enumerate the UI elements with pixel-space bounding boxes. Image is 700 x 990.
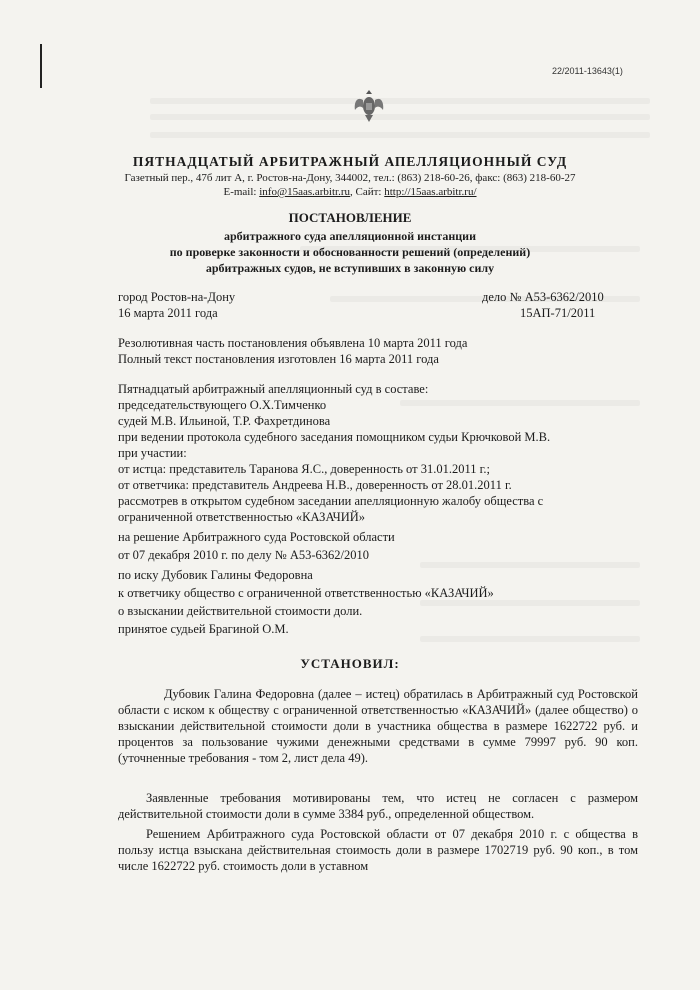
subtitle-line: арбитражных судов, не вступивших в законную силу <box>205 261 495 275</box>
eagle-emblem-icon <box>352 86 386 124</box>
scan-margin-mark <box>40 44 42 88</box>
composition-line: при участии: <box>118 446 187 460</box>
composition-line: председательствующего О.Х.Тимченко <box>118 398 327 412</box>
composition-line: судей М.В. Ильиной, Т.Р. Фахретдинова <box>118 414 331 428</box>
full-text-date: Полный текст постановления изготовлен 16 марта 2011 года <box>118 352 439 366</box>
email-label: E-mail: <box>223 186 260 198</box>
paragraph: Заявленные требования мотивированы тем, что истец не согласен с размером действительной стоимости доли в сумме 3384 руб., определенной обществом. <box>118 791 638 821</box>
place: город Ростов-на-Дону <box>118 290 236 304</box>
document-date: 16 марта 2011 года <box>118 306 218 320</box>
composition-line: на решение Арбитражного суда Ростовской области <box>118 530 395 544</box>
case-number: дело № А53-6362/2010 <box>482 290 604 304</box>
document-barcode-number: 22/2011-13643(1) <box>552 66 623 76</box>
composition-line: от 07 декабря 2010 г. по делу № А53-6362/2010 <box>118 548 370 562</box>
composition-line: принятое судьей Брагиной О.М. <box>118 622 289 636</box>
document-title: ПОСТАНОВЛЕНИЕ <box>288 210 412 225</box>
composition-line: от истца: представитель Таранова Я.С., доверенность от 31.01.2011 г.; <box>118 462 490 476</box>
court-contacts <box>0 186 700 198</box>
site-label: , Сайт: <box>350 186 385 198</box>
composition-line: о взыскании действительной стоимости доли. <box>118 604 363 618</box>
paragraph: Дубовик Галина Федоровна (далее – истец) обратилась в Арбитражный суд Ростовской области с иском к обществу с ограниченной ответственностью «КАЗАЧИЙ» (далее общество) о взыскании действительной стоимости доли в участника общества в размере 1622722 руб. и процентов за пользование чужими денежными средствами в сумме 79997 руб. 90 коп. (уточненные требования - том 2, лист дела 49). <box>118 687 638 765</box>
site-link[interactable]: http://15aas.arbitr.ru/ <box>384 186 477 198</box>
email-link[interactable]: info@15aas.arbitr.ru <box>259 186 351 198</box>
court-name: ПЯТНАДЦАТЫЙ АРБИТРАЖНЫЙ АПЕЛЛЯЦИОННЫЙ СУД <box>132 154 568 169</box>
composition-line: рассмотрев в открытом судебном заседании апелляционную жалобу общества с <box>118 494 544 508</box>
composition-line: к ответчику общество с ограниченной ответственностью «КАЗАЧИЙ» <box>118 586 494 600</box>
subtitle-line: по проверке законности и обоснованности решений (определений) <box>169 245 531 259</box>
composition-line: Пятнадцатый арбитражный апелляционный суд в составе: <box>118 382 429 396</box>
appeal-number: 15АП-71/2011 <box>520 306 596 320</box>
subtitle-line: арбитражного суда апелляционной инстанции <box>223 229 476 243</box>
paragraph: Решением Арбитражного суда Ростовской области от 07 декабря 2010 г. с общества в пользу истца взыскана действительная стоимость доли в размере 1702719 руб. 90 коп., в том числе 1622722 руб. стоимость доли в уставном <box>118 827 638 873</box>
composition-line: при ведении протокола судебного заседания помощником судьи Крючковой М.В. <box>118 430 551 444</box>
operative-part-date: Резолютивная часть постановления объявлена 10 марта 2011 года <box>118 336 468 350</box>
composition-line: ограниченной ответственностью «КАЗАЧИЙ» <box>118 510 365 524</box>
court-address: Газетный пер., 47б лит А, г. Ростов-на-Дону, 344002, тел.: (863) 218-60-26, факс: (863) 218-60-27 <box>124 172 576 184</box>
composition-line: по иску Дубовик Галины Федоровна <box>118 568 313 582</box>
established-heading: УСТАНОВИЛ: <box>300 656 400 671</box>
composition-line: от ответчика: представитель Андреева Н.В., доверенность от 28.01.2011 г. <box>118 478 512 492</box>
